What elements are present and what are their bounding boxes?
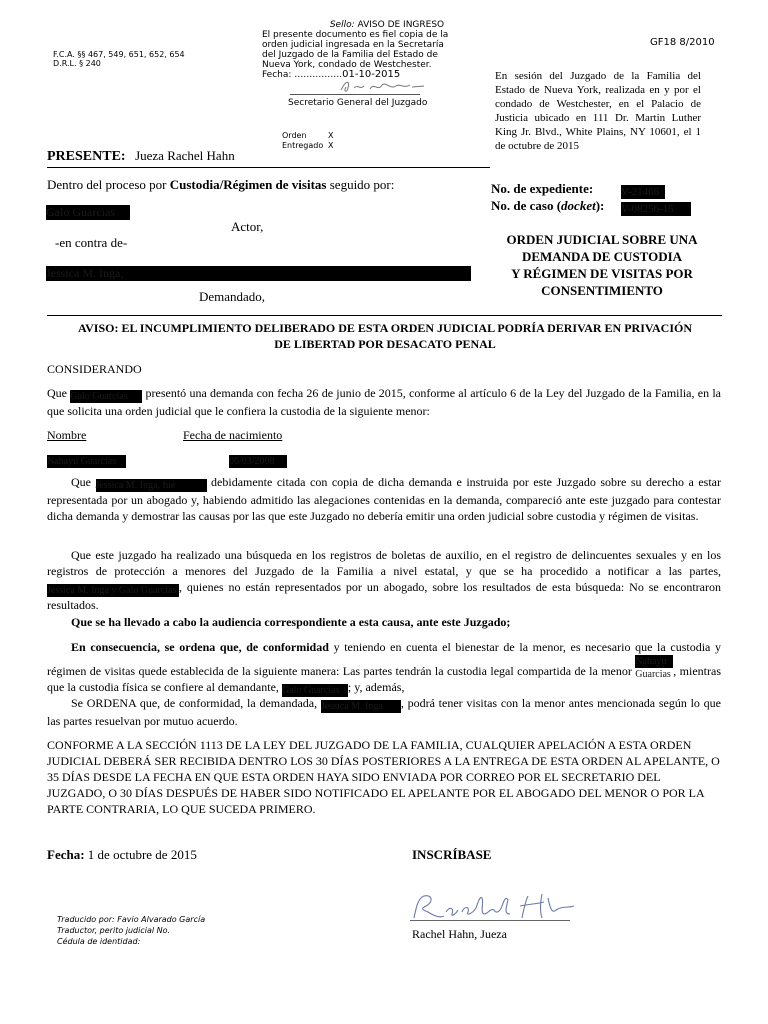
stamp-seal-label: Sello: bbox=[329, 20, 355, 30]
stamp-body-4: Nueva York, condado de Westchester. bbox=[262, 60, 432, 70]
stamp-seal-value: AVISO DE INGRESO bbox=[357, 20, 445, 30]
p5-text-3: ; y, además, bbox=[347, 680, 405, 694]
child-dob-redacted: 06/03/2008 bbox=[229, 455, 287, 468]
plaintiff-name bbox=[46, 201, 130, 220]
paragraph-5 bbox=[47, 639, 721, 697]
present-label: PRESENTE: bbox=[47, 149, 126, 164]
translator-block bbox=[57, 914, 205, 947]
proceeding-suffix: seguido por: bbox=[329, 177, 395, 192]
proceeding-type: Custodia/Régimen de visitas bbox=[169, 177, 327, 192]
stamp-seal-line bbox=[262, 20, 492, 30]
paragraph-3 bbox=[47, 547, 721, 613]
stamp-body-2: orden judicial ingresada en la Secretaría bbox=[262, 40, 444, 50]
p1-post: presentó una demanda con fecha 26 de junio de 2015, conforme al artículo 6 de la Ley del Juzgado de la Familia, en la que solicita una orden judicial que le confiera la custodia de la siguiente menor: bbox=[47, 386, 722, 418]
p2-pre: Que bbox=[71, 475, 91, 489]
p5-redacted-1: Nahayu Guarcias bbox=[635, 655, 673, 668]
child-name bbox=[47, 450, 126, 468]
paragraph-4: Que se ha llevado a cabo la audiencia correspondiente a esta causa, ante este Juzgado; bbox=[71, 615, 511, 629]
p3-pre: Que este juzgado ha realizado una búsqueda en los registros de boletas de auxilio, en el registro de delincuentes sexuales y en los registros de protección a menores del Juzgado de la Familia a nivel estatal, y que se ha procedido a notificar a las partes, bbox=[47, 548, 721, 578]
stamp-order-row bbox=[282, 131, 333, 140]
warning-line-2: DE LIBERTAD POR DESACATO PENAL bbox=[274, 337, 496, 351]
paragraph-6 bbox=[47, 695, 721, 729]
warning-notice bbox=[40, 320, 730, 352]
p6-post: , podrá tener visitas con la menor antes mencionada según lo que las partes resuelvan por mutuo acuerdo. bbox=[47, 696, 722, 728]
present-line bbox=[47, 148, 235, 165]
stamp-order-mark: X bbox=[328, 131, 334, 140]
order-date-value: 1 de octubre de 2015 bbox=[87, 847, 197, 862]
against-label: -en contra de- bbox=[55, 235, 128, 250]
docket-label-post: ): bbox=[595, 198, 605, 213]
filing-stamp bbox=[262, 20, 492, 80]
plaintiff-role: Actor, bbox=[231, 219, 264, 234]
order-date-label: Fecha: bbox=[47, 847, 85, 862]
p2-post: debidamente citada con copia de dicha demanda e instruida por este Juzgado sobre su derecho a estar representada por un abogado y, habiendo admitido las alegaciones contenidas en la demanda, compareció ante este juzgado para contestar dicha demanda y demostrar las causas por las que este Juzgado no debería emitir una orden judicial sobre custodia y régimen de visitas. bbox=[47, 475, 721, 523]
warning-line-1: AVISO: EL INCUMPLIMIENTO DELIBERADO DE ESTA ORDEN JUDICIAL PODRÍA DERIVAR EN PRIVACIÓN bbox=[77, 321, 692, 335]
stamp-date-label: Fecha: ……………. bbox=[262, 70, 343, 80]
statute-line-2: D.R.L. § 240 bbox=[53, 59, 101, 68]
translator-line-1: Traducido por: Favio Alvarado García bbox=[57, 915, 206, 924]
judge-signature-line bbox=[410, 920, 570, 921]
defendant-redacted: Jessica M. Inga, bbox=[46, 266, 471, 281]
docket-number-redacted: V-08256-15 bbox=[621, 202, 691, 216]
p5-bold: En consecuencia, se ordena que, de conformidad bbox=[71, 640, 329, 654]
present-underline bbox=[47, 167, 490, 168]
stamp-delivered-row bbox=[282, 141, 333, 150]
translator-line-3: Cédula de identidad: bbox=[57, 937, 141, 946]
stamp-body-1: El presente documento es fiel copia de la bbox=[262, 30, 449, 40]
p1-redacted: Galo Guarcias bbox=[70, 390, 142, 403]
considering-heading: CONSIDERANDO bbox=[47, 362, 142, 376]
register-heading: INSCRÍBASE bbox=[412, 847, 492, 862]
statute-line-1: F.C.A. §§ 467, 549, 651, 652, 654 bbox=[53, 50, 185, 59]
child-dob bbox=[229, 450, 287, 468]
order-date bbox=[47, 846, 197, 863]
order-title-3: Y RÉGIMEN DE VISITAS POR bbox=[511, 266, 693, 281]
stamp-signature-line bbox=[290, 94, 420, 95]
present-name: Jueza Rachel Hahn bbox=[135, 148, 235, 163]
stamp-date-value: 01-10-2015 bbox=[342, 69, 401, 80]
docket-label-italic: docket bbox=[561, 198, 596, 213]
column-name-header: Nombre bbox=[47, 428, 87, 442]
child-name-redacted: Nahayu Guarcias bbox=[47, 455, 126, 468]
proceeding-prefix: Dentro del proceso por bbox=[47, 177, 167, 192]
order-title-4: CONSENTIMIENTO bbox=[541, 283, 663, 298]
proceeding-line bbox=[47, 176, 394, 193]
p5-text-2: , mientras que la custodia física se confiere al demandante, bbox=[47, 664, 721, 694]
translator-line-2: Traductor, perito judicial No. bbox=[57, 926, 171, 935]
session-statement: En sesión del Juzgado de la Familia del Estado de Nueva York, realizada en y por el condado de Westchester, en el Palacio de Justicia ubicado en 111 Dr. Martin Luther King Jr. Blvd., White Plains, NY 10601, el 1 de octubre de 2015 bbox=[495, 70, 701, 152]
p3-post: , quienes no están representados por un abogado, sobre los resultados de esta búsqueda: No se encontraron resultados. bbox=[47, 580, 721, 612]
paragraph-1 bbox=[47, 385, 721, 419]
appeal-notice: CONFORME A LA SECCIÓN 1113 DE LA LEY DEL JUZGADO DE LA FAMILIA, CUALQUIER APELACIÓN A ESTA ORDEN JUDICIAL DEBERÁ SER RECIBIDA DENTRO LOS 30 DÍAS POSTERIORES A LA ENTREGA DE ESTA ORDEN AL APELANTE, O 35 DÍAS DESDE LA FECHA EN QUE ESTA ORDEN HAYA SIDO ENVIADA POR CORREO POR EL SECRETARIO DEL JUZGADO, O 30 DÍAS DESPUÉS DE HABER SIDO NOTIFICADO EL APELANTE POR EL ABOGADO DEL MENOR O POR LA PARTE CONTRARIA, LO QUE SUCEDA PRIMERO. bbox=[47, 738, 720, 816]
form-code: GF18 8/2010 bbox=[650, 37, 715, 48]
plaintiff-redacted: Galo Guarcias bbox=[46, 205, 130, 220]
statute-references bbox=[53, 50, 185, 68]
column-dob-header: Fecha de nacimiento bbox=[183, 428, 283, 442]
p5-redacted-2: Galo Guarcias bbox=[282, 684, 348, 697]
docket-label-pre: No. de caso ( bbox=[491, 198, 562, 213]
p2-redacted: Jessica M. Inga, fue bbox=[96, 479, 207, 492]
defendant-role: Demandado, bbox=[199, 289, 266, 304]
judge-name: Rachel Hahn, Jueza bbox=[412, 927, 507, 941]
p6-pre: Se ORDENA que, de conformidad, la demandada, bbox=[71, 696, 318, 710]
stamp-order-label: Orden bbox=[282, 131, 307, 140]
stamp-delivered-mark: X bbox=[328, 141, 334, 150]
stamp-body-3: del Juzgado de la Familia del Estado de bbox=[262, 50, 438, 60]
p6-redacted: Jessica M. Inga bbox=[321, 700, 401, 713]
file-number-redacted: V-21466 bbox=[621, 185, 665, 199]
p3-redacted: Jessica M. Inga y Galo Guarcias bbox=[47, 584, 179, 597]
docket-number-row bbox=[491, 197, 691, 216]
docket-number-label bbox=[491, 197, 621, 214]
p5-text: y teniendo en cuenta el bienestar de la menor, es necesario que la custodia y régimen de visitas quede establecida de la siguiente manera: Las partes tendrán la custodia legal compartida de la menor bbox=[47, 640, 722, 678]
order-title-2: DEMANDA DE CUSTODIA bbox=[521, 249, 683, 264]
order-title-1: ORDEN JUDICIAL SOBRE UNA bbox=[506, 232, 698, 247]
order-title bbox=[487, 231, 717, 299]
defendant-name bbox=[46, 262, 471, 281]
stamp-clerk-title: Secretario General del Juzgado bbox=[288, 98, 428, 108]
file-number-label: No. de expediente: bbox=[491, 181, 594, 196]
paragraph-2 bbox=[47, 474, 721, 524]
warning-rule bbox=[47, 315, 722, 316]
p1-pre: Que bbox=[47, 386, 67, 400]
stamp-delivered-label: Entregado bbox=[282, 141, 324, 150]
